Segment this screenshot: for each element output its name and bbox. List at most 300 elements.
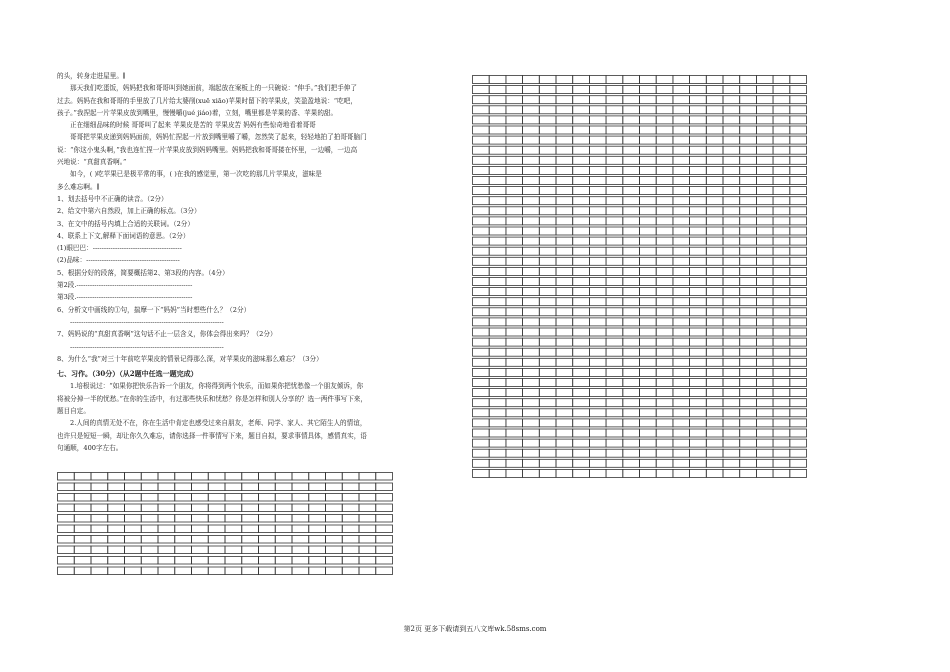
grid-cell[interactable] [790,318,807,326]
grid-cell[interactable] [606,399,623,407]
grid-cell[interactable] [506,106,523,114]
grid-cell[interactable] [673,389,690,397]
grid-cell[interactable] [606,267,623,275]
grid-cell[interactable] [706,288,723,296]
grid-cell[interactable] [125,504,142,512]
grid-cell[interactable] [506,348,523,356]
grid-cell[interactable] [773,308,790,316]
grid-cell[interactable] [740,237,757,245]
grid-cell[interactable] [489,257,506,265]
grid-cell[interactable] [673,358,690,366]
grid-cell[interactable] [74,557,91,565]
grid-cell[interactable] [573,328,590,336]
grid-cell[interactable] [756,298,773,306]
grid-cell[interactable] [656,469,673,477]
grid-cell[interactable] [225,504,242,512]
grid-cell[interactable] [623,449,640,457]
grid-cell[interactable] [606,389,623,397]
grid-cell[interactable] [640,429,657,437]
grid-cell[interactable] [489,96,506,104]
grid-cell[interactable] [489,469,506,477]
grid-cell[interactable] [640,288,657,296]
grid-cell[interactable] [790,368,807,376]
grid-cell[interactable] [125,483,142,491]
grid-cell[interactable] [489,217,506,225]
grid-cell[interactable] [473,257,490,265]
grid-cell[interactable] [740,308,757,316]
grid-cell[interactable] [756,267,773,275]
grid-cell[interactable] [342,504,359,512]
grid-cell[interactable] [773,106,790,114]
grid-cell[interactable] [573,187,590,195]
grid-cell[interactable] [506,288,523,296]
grid-cell[interactable] [506,156,523,164]
grid-cell[interactable] [309,515,326,523]
grid-cell[interactable] [489,459,506,467]
grid-cell[interactable] [523,106,540,114]
grid-cell[interactable] [589,358,606,366]
grid-cell[interactable] [690,409,707,417]
grid-cell[interactable] [673,217,690,225]
grid-cell[interactable] [275,504,292,512]
grid-cell[interactable] [506,247,523,255]
grid-cell[interactable] [623,126,640,134]
grid-cell[interactable] [275,494,292,502]
grid-cell[interactable] [589,278,606,286]
grid-cell[interactable] [473,207,490,215]
grid-cell[interactable] [690,197,707,205]
grid-cell[interactable] [790,267,807,275]
grid-cell[interactable] [740,449,757,457]
grid-cell[interactable] [108,557,125,565]
grid-cell[interactable] [640,399,657,407]
grid-cell[interactable] [523,177,540,185]
grid-cell[interactable] [640,439,657,447]
grid-cell[interactable] [773,288,790,296]
grid-cell[interactable] [58,557,75,565]
grid-cell[interactable] [773,207,790,215]
grid-cell[interactable] [589,308,606,316]
grid-cell[interactable] [723,247,740,255]
grid-cell[interactable] [740,126,757,134]
grid-cell[interactable] [523,247,540,255]
grid-cell[interactable] [606,217,623,225]
grid-cell[interactable] [489,207,506,215]
grid-cell[interactable] [673,267,690,275]
grid-cell[interactable] [539,126,556,134]
grid-cell[interactable] [756,409,773,417]
grid-cell[interactable] [125,536,142,544]
grid-cell[interactable] [790,338,807,346]
grid-cell[interactable] [706,459,723,467]
grid-cell[interactable] [690,298,707,306]
grid-cell[interactable] [489,197,506,205]
grid-cell[interactable] [489,308,506,316]
grid-cell[interactable] [225,483,242,491]
grid-cell[interactable] [623,399,640,407]
grid-cell[interactable] [125,494,142,502]
grid-cell[interactable] [326,473,343,481]
grid-cell[interactable] [523,348,540,356]
grid-cell[interactable] [706,278,723,286]
grid-cell[interactable] [473,298,490,306]
grid-cell[interactable] [740,136,757,144]
grid-cell[interactable] [606,328,623,336]
grid-cell[interactable] [790,298,807,306]
grid-cell[interactable] [376,536,393,544]
grid-cell[interactable] [473,358,490,366]
grid-cell[interactable] [359,546,376,554]
grid-cell[interactable] [556,288,573,296]
grid-cell[interactable] [539,368,556,376]
grid-cell[interactable] [690,379,707,387]
grid-cell[interactable] [723,449,740,457]
grid-cell[interactable] [723,439,740,447]
grid-cell[interactable] [606,368,623,376]
grid-cell[interactable] [473,459,490,467]
grid-cell[interactable] [656,348,673,356]
grid-cell[interactable] [656,247,673,255]
grid-cell[interactable] [141,557,158,565]
grid-cell[interactable] [489,76,506,84]
grid-cell[interactable] [556,368,573,376]
grid-cell[interactable] [589,368,606,376]
grid-cell[interactable] [673,227,690,235]
grid-cell[interactable] [589,469,606,477]
grid-cell[interactable] [489,288,506,296]
grid-cell[interactable] [489,399,506,407]
grid-cell[interactable] [506,187,523,195]
grid-cell[interactable] [556,257,573,265]
grid-cell[interactable] [573,439,590,447]
grid-cell[interactable] [506,399,523,407]
grid-cell[interactable] [192,515,209,523]
grid-cell[interactable] [673,257,690,265]
grid-cell[interactable] [656,399,673,407]
grid-cell[interactable] [292,473,309,481]
grid-cell[interactable] [673,136,690,144]
grid-cell[interactable] [376,567,393,575]
grid-cell[interactable] [756,318,773,326]
grid-cell[interactable] [473,328,490,336]
grid-cell[interactable] [623,318,640,326]
grid-cell[interactable] [656,328,673,336]
grid-cell[interactable] [723,217,740,225]
grid-cell[interactable] [790,328,807,336]
grid-cell[interactable] [740,409,757,417]
grid-cell[interactable] [623,328,640,336]
grid-cell[interactable] [640,409,657,417]
grid-cell[interactable] [473,177,490,185]
grid-cell[interactable] [589,166,606,174]
grid-cell[interactable] [359,504,376,512]
grid-cell[interactable] [673,96,690,104]
grid-cell[interactable] [489,227,506,235]
grid-cell[interactable] [359,515,376,523]
grid-cell[interactable] [292,567,309,575]
grid-cell[interactable] [723,318,740,326]
grid-cell[interactable] [523,227,540,235]
grid-cell[interactable] [589,136,606,144]
grid-cell[interactable] [192,525,209,533]
grid-cell[interactable] [756,348,773,356]
grid-cell[interactable] [656,338,673,346]
grid-cell[interactable] [275,515,292,523]
grid-cell[interactable] [623,156,640,164]
grid-cell[interactable] [740,207,757,215]
grid-cell[interactable] [589,399,606,407]
grid-cell[interactable] [523,308,540,316]
grid-cell[interactable] [208,546,225,554]
grid-cell[interactable] [539,348,556,356]
grid-cell[interactable] [326,483,343,491]
grid-cell[interactable] [790,288,807,296]
grid-cell[interactable] [359,557,376,565]
grid-cell[interactable] [473,318,490,326]
grid-cell[interactable] [706,368,723,376]
grid-cell[interactable] [690,217,707,225]
grid-cell[interactable] [539,278,556,286]
grid-cell[interactable] [690,187,707,195]
grid-cell[interactable] [756,257,773,265]
grid-cell[interactable] [623,166,640,174]
grid-cell[interactable] [242,536,259,544]
grid-cell[interactable] [790,217,807,225]
grid-cell[interactable] [473,399,490,407]
grid-cell[interactable] [773,126,790,134]
grid-cell[interactable] [656,136,673,144]
grid-cell[interactable] [342,494,359,502]
grid-cell[interactable] [573,379,590,387]
grid-cell[interactable] [640,419,657,427]
grid-cell[interactable] [756,399,773,407]
grid-cell[interactable] [773,146,790,154]
grid-cell[interactable] [275,483,292,491]
grid-cell[interactable] [589,328,606,336]
grid-cell[interactable] [606,237,623,245]
grid-cell[interactable] [706,257,723,265]
grid-cell[interactable] [376,483,393,491]
grid-cell[interactable] [673,429,690,437]
grid-cell[interactable] [473,126,490,134]
grid-cell[interactable] [326,567,343,575]
grid-cell[interactable] [673,348,690,356]
grid-cell[interactable] [573,106,590,114]
grid-cell[interactable] [506,439,523,447]
grid-cell[interactable] [523,166,540,174]
grid-cell[interactable] [473,106,490,114]
grid-cell[interactable] [790,247,807,255]
grid-cell[interactable] [723,227,740,235]
grid-cell[interactable] [656,217,673,225]
grid-cell[interactable] [376,546,393,554]
grid-cell[interactable] [706,207,723,215]
grid-cell[interactable] [656,96,673,104]
grid-cell[interactable] [673,106,690,114]
grid-cell[interactable] [790,166,807,174]
grid-cell[interactable] [690,278,707,286]
grid-cell[interactable] [773,379,790,387]
grid-cell[interactable] [342,546,359,554]
grid-cell[interactable] [756,449,773,457]
grid-cell[interactable] [623,298,640,306]
grid-cell[interactable] [91,473,108,481]
grid-cell[interactable] [523,96,540,104]
grid-cell[interactable] [690,308,707,316]
grid-cell[interactable] [589,267,606,275]
grid-cell[interactable] [326,525,343,533]
grid-cell[interactable] [573,419,590,427]
grid-cell[interactable] [756,166,773,174]
grid-cell[interactable] [523,76,540,84]
grid-cell[interactable] [539,429,556,437]
grid-cell[interactable] [673,368,690,376]
grid-cell[interactable] [259,525,276,533]
grid-cell[interactable] [506,308,523,316]
grid-cell[interactable] [175,525,192,533]
grid-cell[interactable] [640,257,657,265]
grid-cell[interactable] [623,308,640,316]
grid-cell[interactable] [756,207,773,215]
grid-cell[interactable] [573,298,590,306]
grid-cell[interactable] [690,328,707,336]
grid-cell[interactable] [573,278,590,286]
grid-cell[interactable] [259,557,276,565]
grid-cell[interactable] [773,278,790,286]
grid-cell[interactable] [473,76,490,84]
grid-cell[interactable] [656,116,673,124]
grid-cell[interactable] [640,358,657,366]
grid-cell[interactable] [573,459,590,467]
grid-cell[interactable] [539,469,556,477]
grid-cell[interactable] [589,409,606,417]
grid-cell[interactable] [192,494,209,502]
grid-cell[interactable] [690,227,707,235]
grid-cell[interactable] [342,473,359,481]
grid-cell[interactable] [773,237,790,245]
grid-cell[interactable] [656,379,673,387]
grid-cell[interactable] [91,483,108,491]
grid-cell[interactable] [523,318,540,326]
grid-cell[interactable] [706,449,723,457]
grid-cell[interactable] [640,116,657,124]
grid-cell[interactable] [773,328,790,336]
grid-cell[interactable] [556,459,573,467]
grid-cell[interactable] [706,389,723,397]
grid-cell[interactable] [556,136,573,144]
grid-cell[interactable] [573,267,590,275]
grid-cell[interactable] [740,247,757,255]
grid-cell[interactable] [539,207,556,215]
grid-cell[interactable] [141,494,158,502]
grid-cell[interactable] [656,237,673,245]
grid-cell[interactable] [523,419,540,427]
grid-cell[interactable] [556,399,573,407]
grid-cell[interactable] [690,136,707,144]
grid-cell[interactable] [606,187,623,195]
grid-cell[interactable] [623,146,640,154]
grid-cell[interactable] [523,126,540,134]
grid-cell[interactable] [539,328,556,336]
grid-cell[interactable] [640,298,657,306]
grid-cell[interactable] [275,557,292,565]
grid-cell[interactable] [175,557,192,565]
grid-cell[interactable] [573,308,590,316]
grid-cell[interactable] [773,389,790,397]
grid-cell[interactable] [773,86,790,94]
grid-cell[interactable] [656,429,673,437]
grid-cell[interactable] [723,399,740,407]
grid-cell[interactable] [91,546,108,554]
grid-cell[interactable] [141,567,158,575]
grid-cell[interactable] [606,439,623,447]
grid-cell[interactable] [723,106,740,114]
grid-cell[interactable] [573,146,590,154]
grid-cell[interactable] [756,469,773,477]
grid-cell[interactable] [108,483,125,491]
grid-cell[interactable] [359,494,376,502]
grid-cell[interactable] [606,298,623,306]
grid-cell[interactable] [523,429,540,437]
grid-cell[interactable] [489,136,506,144]
grid-cell[interactable] [640,247,657,255]
grid-cell[interactable] [473,278,490,286]
grid-cell[interactable] [773,419,790,427]
grid-cell[interactable] [723,288,740,296]
grid-cell[interactable] [740,146,757,154]
grid-cell[interactable] [673,278,690,286]
grid-cell[interactable] [640,449,657,457]
grid-cell[interactable] [790,106,807,114]
grid-cell[interactable] [756,429,773,437]
grid-cell[interactable] [556,247,573,255]
grid-cell[interactable] [790,389,807,397]
grid-cell[interactable] [773,449,790,457]
grid-cell[interactable] [740,379,757,387]
grid-cell[interactable] [673,379,690,387]
grid-cell[interactable] [640,379,657,387]
grid-cell[interactable] [606,469,623,477]
grid-cell[interactable] [706,267,723,275]
grid-cell[interactable] [242,494,259,502]
grid-cell[interactable] [539,237,556,245]
grid-cell[interactable] [773,459,790,467]
grid-cell[interactable] [506,449,523,457]
grid-cell[interactable] [773,217,790,225]
grid-cell[interactable] [539,86,556,94]
grid-cell[interactable] [723,409,740,417]
grid-cell[interactable] [690,338,707,346]
grid-cell[interactable] [706,217,723,225]
grid-cell[interactable] [790,409,807,417]
grid-cell[interactable] [740,257,757,265]
grid-cell[interactable] [208,473,225,481]
grid-cell[interactable] [489,237,506,245]
grid-cell[interactable] [506,177,523,185]
grid-cell[interactable] [740,177,757,185]
grid-cell[interactable] [74,525,91,533]
grid-cell[interactable] [74,546,91,554]
grid-cell[interactable] [623,348,640,356]
grid-cell[interactable] [473,237,490,245]
grid-cell[interactable] [623,469,640,477]
grid-cell[interactable] [740,156,757,164]
grid-cell[interactable] [473,227,490,235]
grid-cell[interactable] [489,146,506,154]
grid-cell[interactable] [706,187,723,195]
grid-cell[interactable] [589,237,606,245]
grid-cell[interactable] [673,399,690,407]
